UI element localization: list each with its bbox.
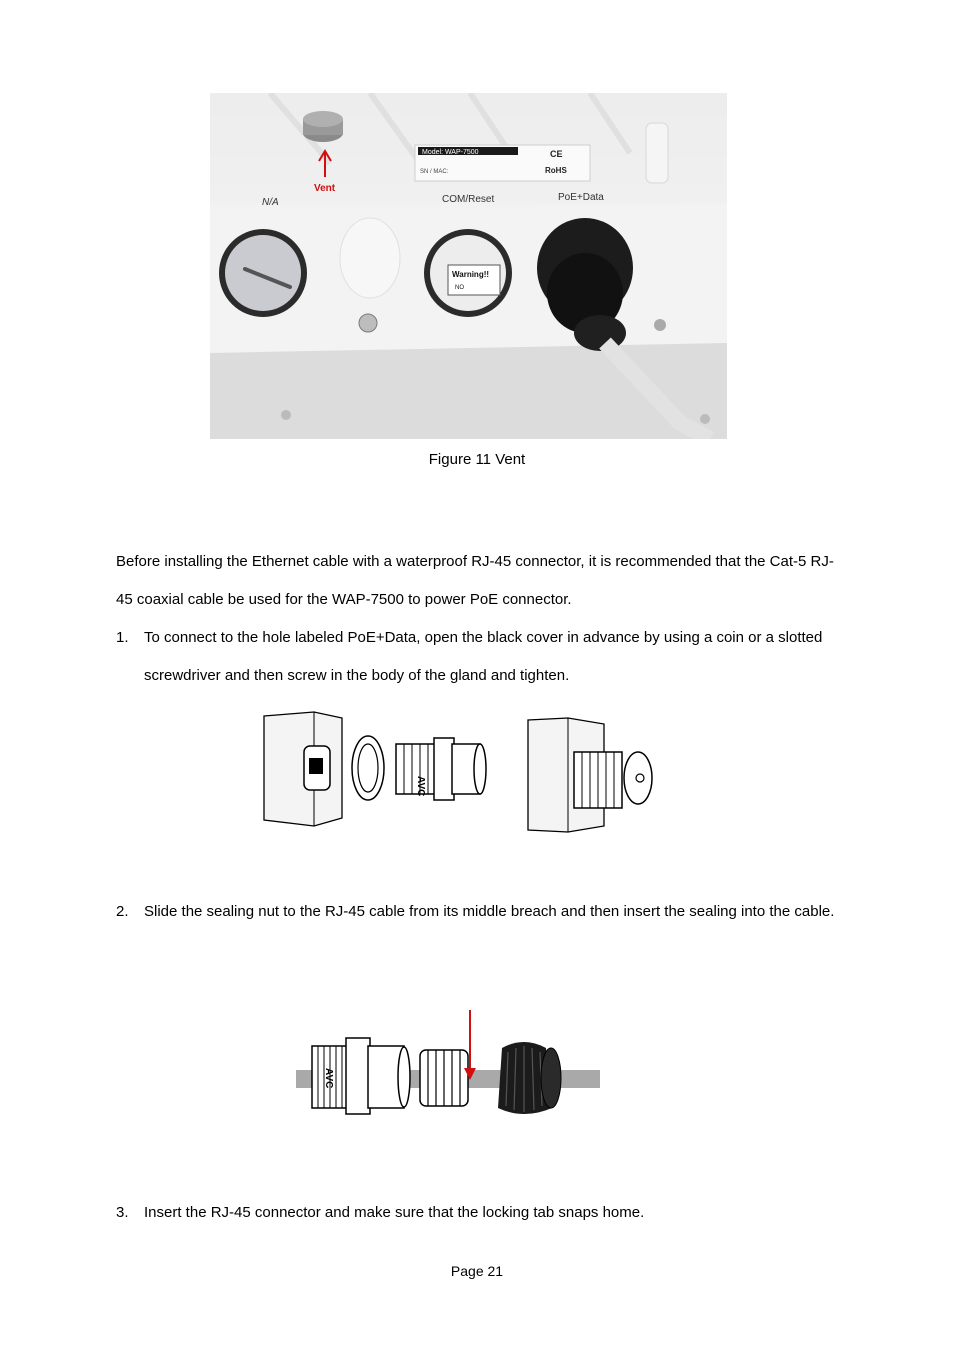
- ce-mark: CE: [550, 149, 563, 159]
- warning-no-text: NO: [455, 285, 464, 291]
- gland-brand-label: AVC: [415, 776, 426, 797]
- step-2-text: Slide the sealing nut to the RJ-45 cable from its middle breach and then insert the sealing into the cable.: [144, 903, 835, 920]
- intro-paragraph: Before installing the Ethernet cable with a waterproof RJ-45 connector, it is recommended that the Cat-5 RJ-45 coaxial cable be used for the WAP-7500 to power PoE connector.: [116, 553, 834, 608]
- vent-photo: [210, 93, 727, 439]
- poe-data-port-label: PoE+Data: [558, 192, 604, 203]
- gland-install-diagram: [258, 708, 658, 838]
- step-1: [116, 619, 836, 699]
- warning-sticker-text: Warning!!: [452, 270, 490, 279]
- vent-label: Vent: [314, 183, 336, 194]
- model-label-text: Model: WAP-7500: [422, 149, 479, 156]
- rohs-mark: RoHS: [545, 166, 567, 175]
- gland-brand-label-2: AVC: [323, 1068, 334, 1089]
- na-port-label: N/A: [262, 197, 279, 208]
- step-2-number: 2.: [116, 903, 129, 920]
- com-reset-port-label: COM/Reset: [442, 194, 495, 205]
- ap-device-illustration: [210, 93, 727, 439]
- step-3-number: 3.: [116, 1204, 129, 1221]
- step-1-number: 1.: [116, 629, 129, 646]
- step-3-text: Insert the RJ-45 connector and make sure that the locking tab snaps home.: [144, 1204, 645, 1221]
- sealing-nut-diagram: [294, 1008, 604, 1128]
- figure-caption: Figure 11 Vent: [428, 451, 526, 468]
- step-1-text: To connect to the hole labeled PoE+Data, open the black cover in advance by using a coin or a slotted screwdriver and then screw in the body of the gland and tighten.: [144, 629, 823, 684]
- sn-label-text: SN / MAC:: [420, 169, 449, 175]
- page-number: Page 21: [450, 1263, 504, 1279]
- step-3: [116, 1194, 836, 1234]
- step-2: [116, 893, 836, 973]
